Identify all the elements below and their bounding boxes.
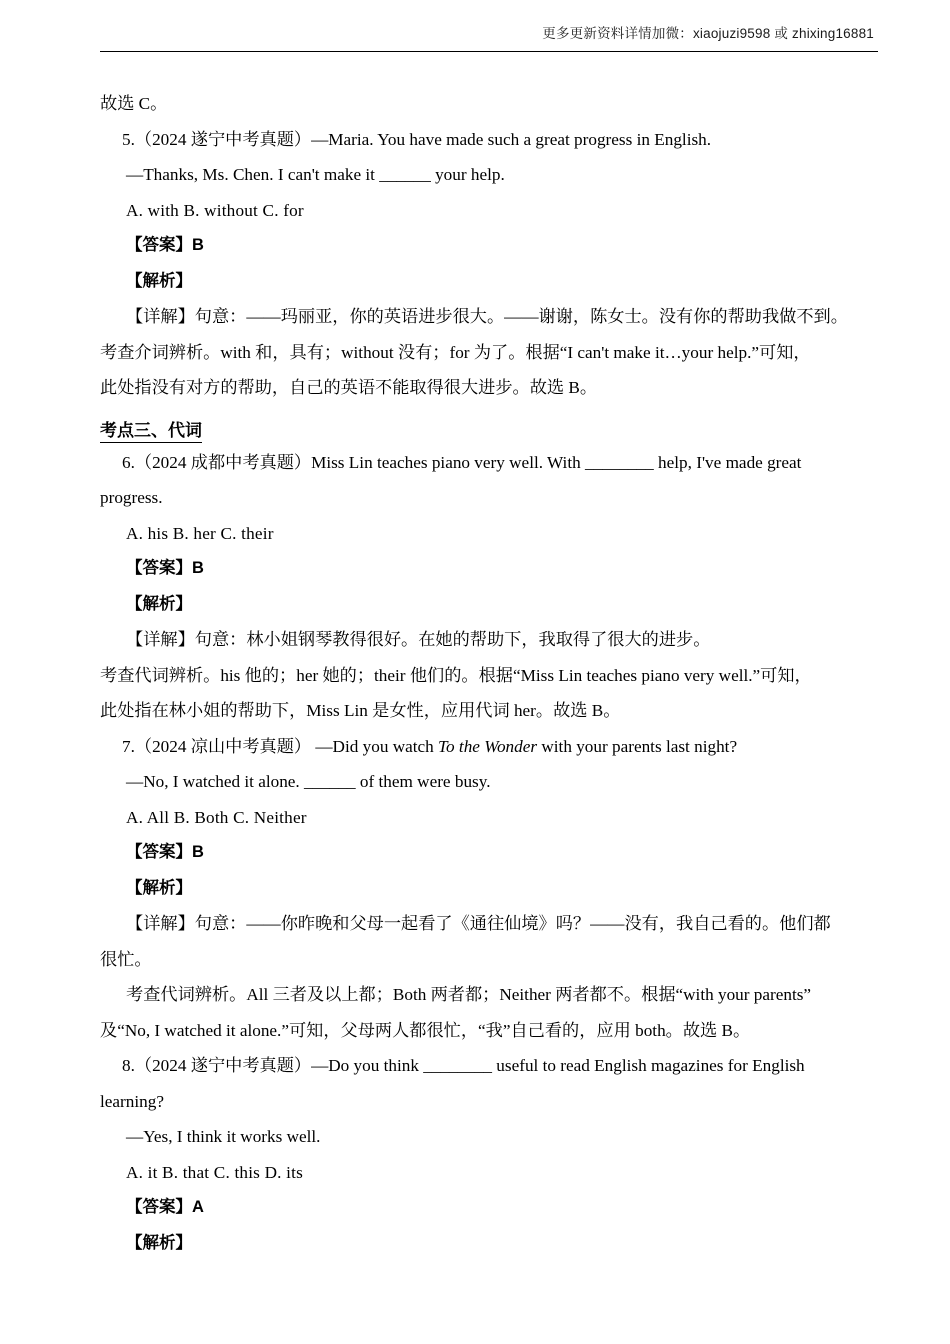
paragraph-conclusion-c: 故选 C。 <box>100 94 168 113</box>
question-5-detail-line-2: 考查介词辨析。with 和，具有；without 没有；for 为了。根据“I can't make it…your help.”可知， <box>100 342 811 362</box>
question-5-answer: 【答案】B <box>126 236 204 254</box>
question-5-options: A. with B. without C. for <box>126 200 304 220</box>
question-6-stem: 6.（2024 成都中考真题）Miss Lin teaches piano very well. With ________ help, I've made great <box>122 452 802 472</box>
question-8-answer: 【答案】A <box>126 1198 204 1216</box>
question-7-stem <box>100 729 878 765</box>
question-7-detail-line-1: 【详解】句意：——你昨晚和父母一起看了《通往仙境》吗？——没有，我自己看的。他们都 <box>126 914 831 933</box>
question-8-analysis-label: 【解析】 <box>126 1233 192 1252</box>
question-7-answer: 【答案】B <box>126 843 204 861</box>
question-7-detail-line-2: 很忙。 <box>100 949 152 969</box>
page-header: 更多更新资料详情加微：xiaojuzi9598 或 zhixing16881 <box>542 26 874 41</box>
question-8-stem: 8.（2024 遂宁中考真题）—Do you think ________ useful to read English magazines for English <box>122 1056 805 1075</box>
question-7-detail-line-4: 及“No, I watched it alone.”可知，父母两人都很忙，“我”自己看的，应用 both。故选 B。 <box>100 1020 751 1040</box>
question-8-options: A. it B. that C. this D. its <box>126 1162 304 1182</box>
question-5-analysis-label: 【解析】 <box>126 271 192 290</box>
question-8-stem-cont: learning? <box>100 1091 164 1111</box>
question-7-stem-part-b: with your parents last night? <box>537 736 738 756</box>
question-7-stem-part-a: 7.（2024 凉山中考真题） —Did you watch <box>122 736 439 756</box>
question-8-reply: —Yes, I think it works well. <box>126 1127 321 1146</box>
question-6-stem-cont: progress. <box>100 488 163 507</box>
question-7-detail-line-3: 考查代词辨析。All 三者及以上都；Both 两者都；Neither 两者都不。根据“with your parents” <box>126 985 812 1004</box>
question-5-reply: —Thanks, Ms. Chen. I can't make it ______ your help. <box>126 165 505 184</box>
question-6-options: A. his B. her C. their <box>126 523 274 543</box>
question-6-detail-line-3: 此处指在林小姐的帮助下，Miss Lin 是女性，应用代词 her。故选 B。 <box>100 701 621 720</box>
question-6-detail-line-1: 【详解】句意：林小姐钢琴教得很好。在她的帮助下，我取得了很大的进步。 <box>126 630 711 649</box>
question-7-analysis-label: 【解析】 <box>126 878 192 897</box>
question-7-options: A. All B. Both C. Neither <box>126 807 307 827</box>
question-6-analysis-label: 【解析】 <box>126 594 192 613</box>
question-6-detail-line-2: 考查代词辨析。his 他的；her 她的；their 他们的。根据“Miss Lin teaches piano very well.”可知， <box>100 665 812 685</box>
question-5-detail-line-3: 此处指没有对方的帮助，自己的英语不能取得很大进步。故选 B。 <box>100 378 598 397</box>
question-5-stem: 5.（2024 遂宁中考真题）—Maria. You have made such a great progress in English. <box>122 129 712 149</box>
question-6-answer: 【答案】B <box>126 559 204 577</box>
question-7-reply: —No, I watched it alone. ______ of them were busy. <box>126 772 491 791</box>
question-7-title-italic: To the Wonder <box>438 736 538 756</box>
question-5-detail-line-1: 【详解】句意：——玛丽亚，你的英语进步很大。——谢谢，陈女士。没有你的帮助我做不到。 <box>126 307 848 326</box>
header-divider <box>100 51 878 52</box>
section-heading-pronouns: 考点三、代词 <box>100 416 202 443</box>
